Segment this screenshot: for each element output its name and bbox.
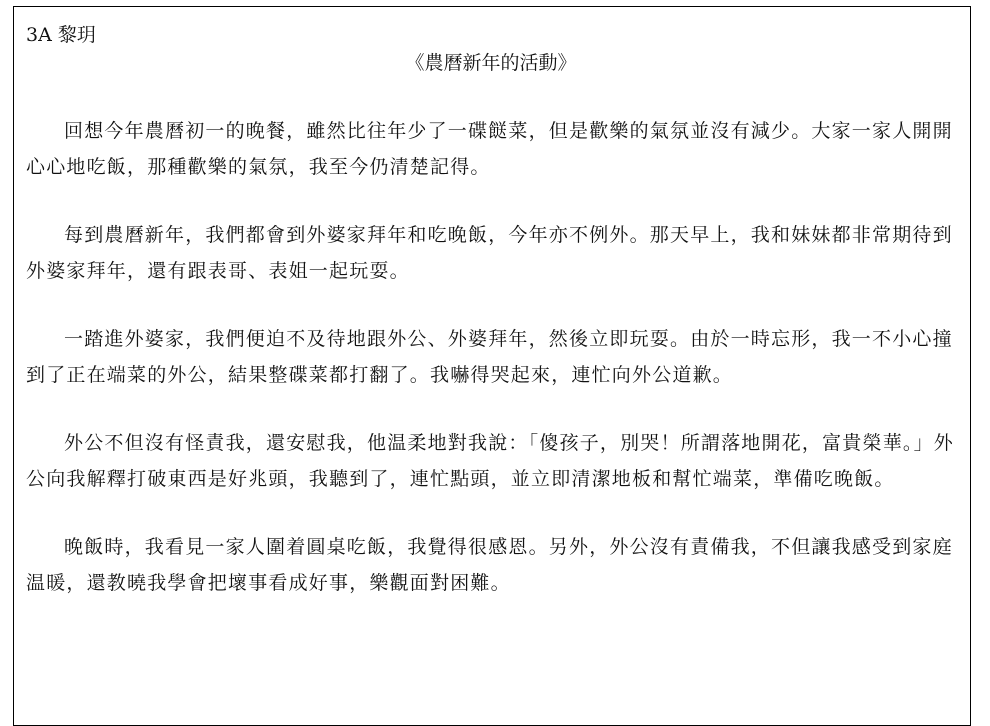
document-body <box>26 21 956 601</box>
document-frame <box>13 6 971 726</box>
essay-title: 《農曆新年的活動》 <box>405 52 577 74</box>
author-line: 3A 黎玥 <box>26 24 96 46</box>
paragraph-2: 每到農曆新年，我們都會到外婆家拜年和吃晚飯，今年亦不例外。那天早上，我和妹妹都非常期待到外婆家拜年，還有跟表哥、表姐一起玩耍。 <box>26 224 953 282</box>
paragraph-1: 回想今年農曆初一的晚餐，雖然比往年少了一碟餸菜，但是歡樂的氣氛並沒有減少。大家一家人開開心心地吃飯，那種歡樂的氣氛，我至今仍清楚記得。 <box>26 120 953 178</box>
paragraph-3: 一踏進外婆家，我們便迫不及待地跟外公、外婆拜年，然後立即玩耍。由於一時忘形，我一不小心撞到了正在端菜的外公，結果整碟菜都打翻了。我嚇得哭起來，連忙向外公道歉。 <box>26 328 953 386</box>
paragraph-5: 晚飯時，我看見一家人圍着圓桌吃飯，我覺得很感恩。另外，外公沒有責備我，不但讓我感受到家庭温暖，還教曉我學會把壞事看成好事，樂觀面對困難。 <box>26 536 953 594</box>
paragraph-4: 外公不但沒有怪責我，還安慰我，他温柔地對我說：「傻孩子，別哭！所謂落地開花，富貴榮華。」外公向我解釋打破東西是好兆頭，我聽到了，連忙點頭，並立即清潔地板和幫忙端菜，準備吃晚飯。 <box>26 432 955 490</box>
